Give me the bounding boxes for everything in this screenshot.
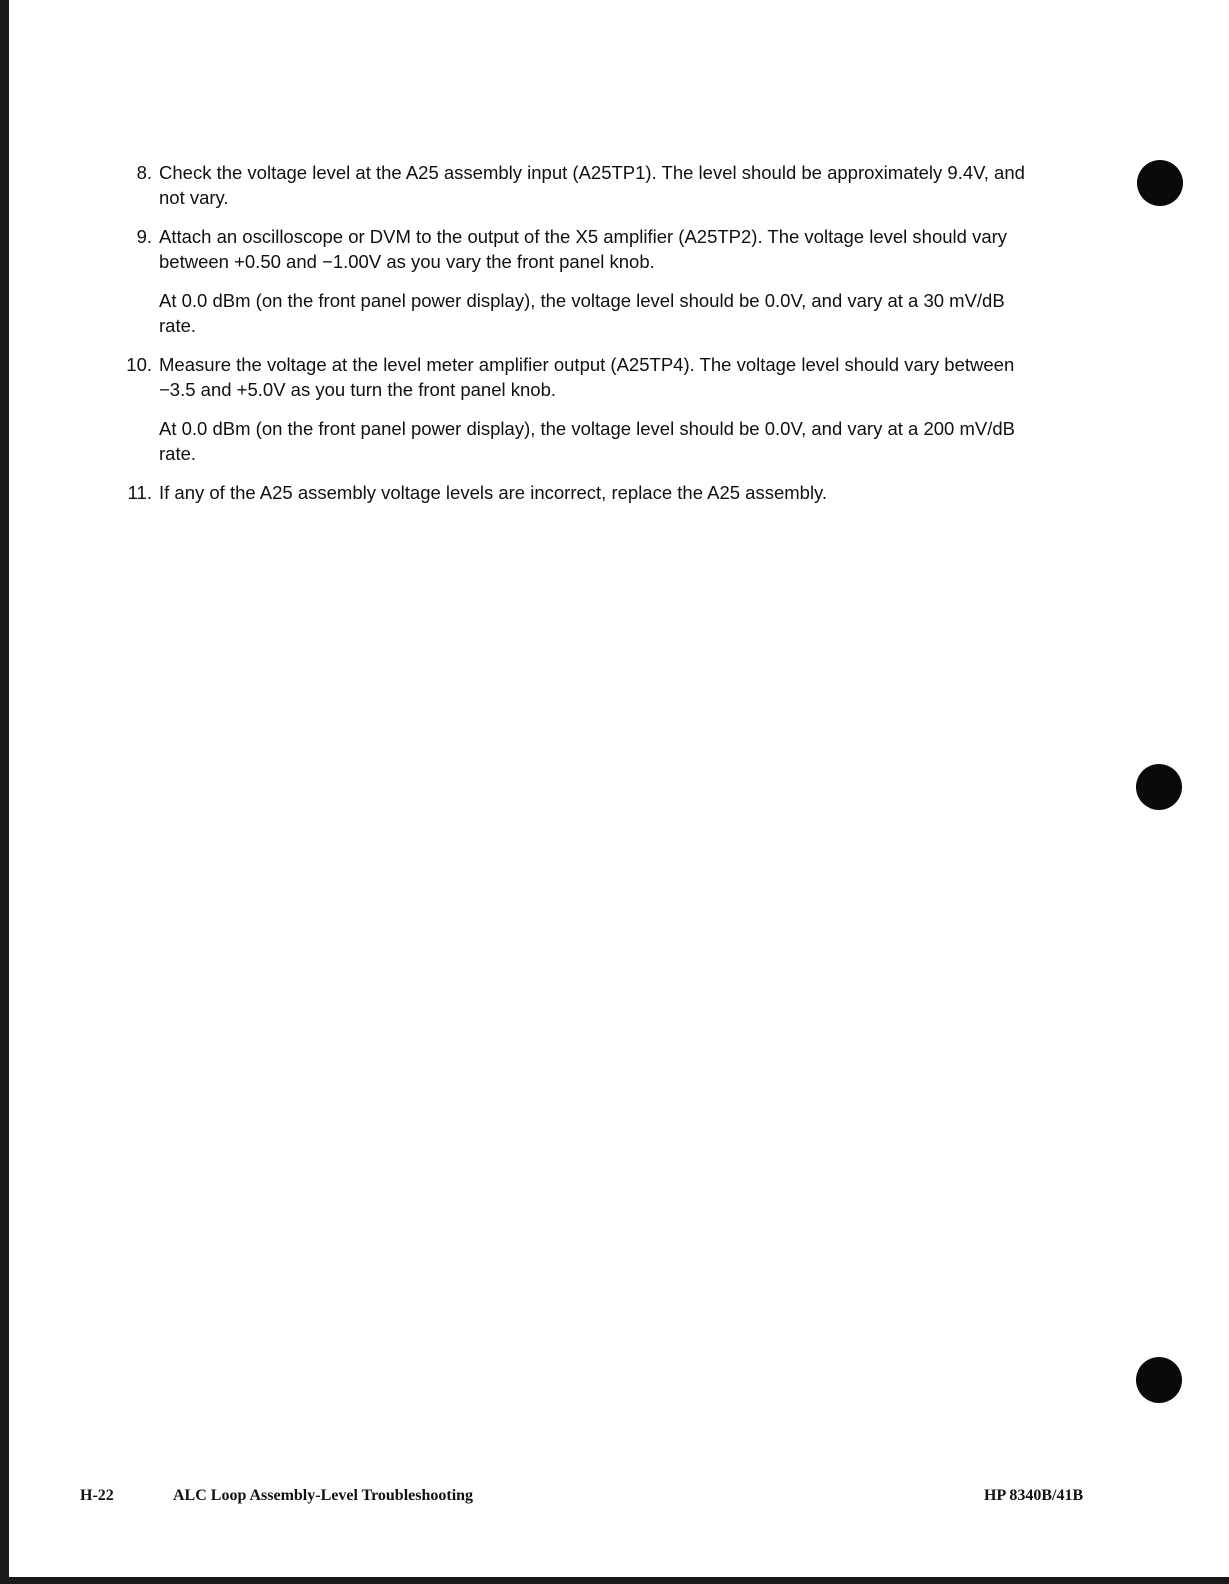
scan-edge-bottom <box>0 1577 1229 1584</box>
step-number: 8. <box>136 162 152 183</box>
step-note: At 0.0 dBm (on the front panel power display), the voltage level should be 0.0V, and vary at a 200 mV/dB rate. <box>159 418 1015 464</box>
step-text: If any of the A25 assembly voltage levels are incorrect, replace the A25 assembly. <box>159 482 828 503</box>
procedure-steps <box>120 160 1040 519</box>
punch-hole-bottom <box>1136 1357 1182 1403</box>
footer-section-title: ALC Loop Assembly-Level Troubleshooting <box>173 1487 474 1504</box>
step-8 <box>120 160 1040 210</box>
punch-hole-middle <box>1136 764 1182 810</box>
step-number: 9. <box>136 226 152 247</box>
step-10 <box>120 352 1040 466</box>
scan-edge-left <box>0 0 9 1584</box>
step-number: 11. <box>127 482 152 503</box>
step-note: At 0.0 dBm (on the front panel power display), the voltage level should be 0.0V, and vary at a 30 mV/dB rate. <box>159 290 1005 336</box>
step-11 <box>120 480 1040 505</box>
step-text: Check the voltage level at the A25 assembly input (A25TP1). The level should be approximately 9.4V, and not vary. <box>159 162 1025 208</box>
step-9 <box>120 224 1040 338</box>
footer-page-number: H-22 <box>80 1487 114 1504</box>
step-text: Attach an oscilloscope or DVM to the output of the X5 amplifier (A25TP2). The voltage level should vary between +0.50 and −1.00V as you vary the front panel knob. <box>159 226 1008 272</box>
footer-model: HP 8340B/41B <box>984 1487 1084 1504</box>
step-number: 10. <box>126 354 152 375</box>
punch-hole-top <box>1137 160 1183 206</box>
step-text: Measure the voltage at the level meter amplifier output (A25TP4). The voltage level should vary between −3.5 and +5.0V as you turn the front panel knob. <box>159 354 1015 400</box>
